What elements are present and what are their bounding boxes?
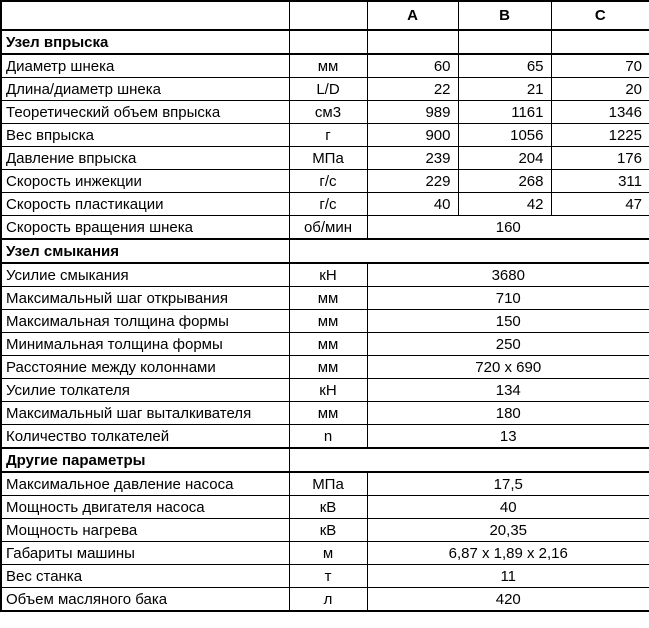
spec-row	[1, 170, 649, 193]
column-header-a: A	[367, 1, 458, 30]
spec-row	[1, 263, 649, 287]
spec-row	[1, 101, 649, 124]
value-c: 176	[551, 147, 649, 170]
spec-row	[1, 54, 649, 78]
section-row	[1, 239, 649, 263]
unit-cell: мм	[289, 287, 367, 310]
value-b: 1056	[458, 124, 551, 147]
section-row	[1, 30, 649, 54]
value-c: 1346	[551, 101, 649, 124]
unit-cell: кН	[289, 263, 367, 287]
param-name: Усилие смыкания	[1, 263, 289, 287]
unit-cell: кН	[289, 379, 367, 402]
unit-cell: n	[289, 425, 367, 449]
value-merged: 134	[367, 379, 649, 402]
unit-cell: т	[289, 565, 367, 588]
unit-cell: мм	[289, 54, 367, 78]
param-name: Скорость пластикации	[1, 193, 289, 216]
section-row	[1, 448, 649, 472]
unit-cell: г	[289, 124, 367, 147]
param-name: Вес станка	[1, 565, 289, 588]
value-a: 989	[367, 101, 458, 124]
param-name: Количество толкателей	[1, 425, 289, 449]
spec-row	[1, 124, 649, 147]
value-merged: 250	[367, 333, 649, 356]
unit-cell: мм	[289, 310, 367, 333]
param-name: Усилие толкателя	[1, 379, 289, 402]
unit-cell: л	[289, 588, 367, 612]
param-name: Расстояние между колоннами	[1, 356, 289, 379]
value-merged: 6,87 x 1,89 x 2,16	[367, 542, 649, 565]
value-b: 65	[458, 54, 551, 78]
spec-row	[1, 588, 649, 612]
value-a: 40	[367, 193, 458, 216]
value-c: 20	[551, 78, 649, 101]
value-merged: 180	[367, 402, 649, 425]
value-c: 47	[551, 193, 649, 216]
param-name: Вес впрыска	[1, 124, 289, 147]
unit-cell: об/мин	[289, 216, 367, 240]
empty-cell	[289, 239, 649, 263]
value-b: 21	[458, 78, 551, 101]
value-merged: 13	[367, 425, 649, 449]
value-b: 1161	[458, 101, 551, 124]
param-name: Максимальное давление насоса	[1, 472, 289, 496]
param-name: Давление впрыска	[1, 147, 289, 170]
spec-row	[1, 565, 649, 588]
value-c: 311	[551, 170, 649, 193]
unit-cell: кВ	[289, 519, 367, 542]
empty-cell	[458, 30, 551, 54]
unit-cell: мм	[289, 402, 367, 425]
value-merged: 20,35	[367, 519, 649, 542]
unit-cell: г/с	[289, 170, 367, 193]
value-a: 60	[367, 54, 458, 78]
unit-cell: мм	[289, 356, 367, 379]
value-b: 42	[458, 193, 551, 216]
header-empty-unit-cell	[289, 1, 367, 30]
unit-cell: г/с	[289, 193, 367, 216]
param-name: Мощность двигателя насоса	[1, 496, 289, 519]
spec-row	[1, 216, 649, 240]
column-header-b: B	[458, 1, 551, 30]
spec-row	[1, 472, 649, 496]
column-header-row	[1, 1, 649, 30]
param-name: Скорость инжекции	[1, 170, 289, 193]
param-name: Минимальная толщина формы	[1, 333, 289, 356]
param-name: Длина/диаметр шнека	[1, 78, 289, 101]
param-name: Диаметр шнека	[1, 54, 289, 78]
unit-cell: МПа	[289, 147, 367, 170]
spec-row	[1, 496, 649, 519]
spec-row	[1, 310, 649, 333]
param-name: Скорость вращения шнека	[1, 216, 289, 240]
value-merged: 720 x 690	[367, 356, 649, 379]
value-merged: 3680	[367, 263, 649, 287]
value-merged: 160	[367, 216, 649, 240]
value-a: 900	[367, 124, 458, 147]
param-name: Мощность нагрева	[1, 519, 289, 542]
section-title: Узел смыкания	[1, 239, 289, 263]
param-name: Максимальный шаг открывания	[1, 287, 289, 310]
column-header-c: C	[551, 1, 649, 30]
value-merged: 40	[367, 496, 649, 519]
empty-cell	[367, 30, 458, 54]
value-a: 22	[367, 78, 458, 101]
unit-cell: МПа	[289, 472, 367, 496]
section-title: Другие параметры	[1, 448, 289, 472]
header-empty-name-cell	[1, 1, 289, 30]
section-title: Узел впрыска	[1, 30, 289, 54]
unit-cell: мм	[289, 333, 367, 356]
value-merged: 17,5	[367, 472, 649, 496]
param-name: Теоретический объем впрыска	[1, 101, 289, 124]
spec-row	[1, 356, 649, 379]
value-merged: 420	[367, 588, 649, 612]
spec-row	[1, 287, 649, 310]
value-merged: 710	[367, 287, 649, 310]
param-name: Габариты машины	[1, 542, 289, 565]
spec-row	[1, 333, 649, 356]
value-a: 229	[367, 170, 458, 193]
empty-cell	[289, 30, 367, 54]
spec-row	[1, 519, 649, 542]
spec-row	[1, 379, 649, 402]
value-c: 70	[551, 54, 649, 78]
spec-table-body	[1, 30, 649, 611]
spec-row	[1, 402, 649, 425]
unit-cell: кВ	[289, 496, 367, 519]
value-merged: 11	[367, 565, 649, 588]
value-a: 239	[367, 147, 458, 170]
value-c: 1225	[551, 124, 649, 147]
empty-cell	[289, 448, 649, 472]
spec-row	[1, 147, 649, 170]
spec-row	[1, 542, 649, 565]
unit-cell: см3	[289, 101, 367, 124]
value-merged: 150	[367, 310, 649, 333]
unit-cell: м	[289, 542, 367, 565]
unit-cell: L/D	[289, 78, 367, 101]
spec-row	[1, 78, 649, 101]
spec-row	[1, 425, 649, 449]
spec-row	[1, 193, 649, 216]
empty-cell	[551, 30, 649, 54]
param-name: Объем масляного бака	[1, 588, 289, 612]
param-name: Максимальный шаг выталкивателя	[1, 402, 289, 425]
value-b: 268	[458, 170, 551, 193]
param-name: Максимальная толщина формы	[1, 310, 289, 333]
value-b: 204	[458, 147, 551, 170]
